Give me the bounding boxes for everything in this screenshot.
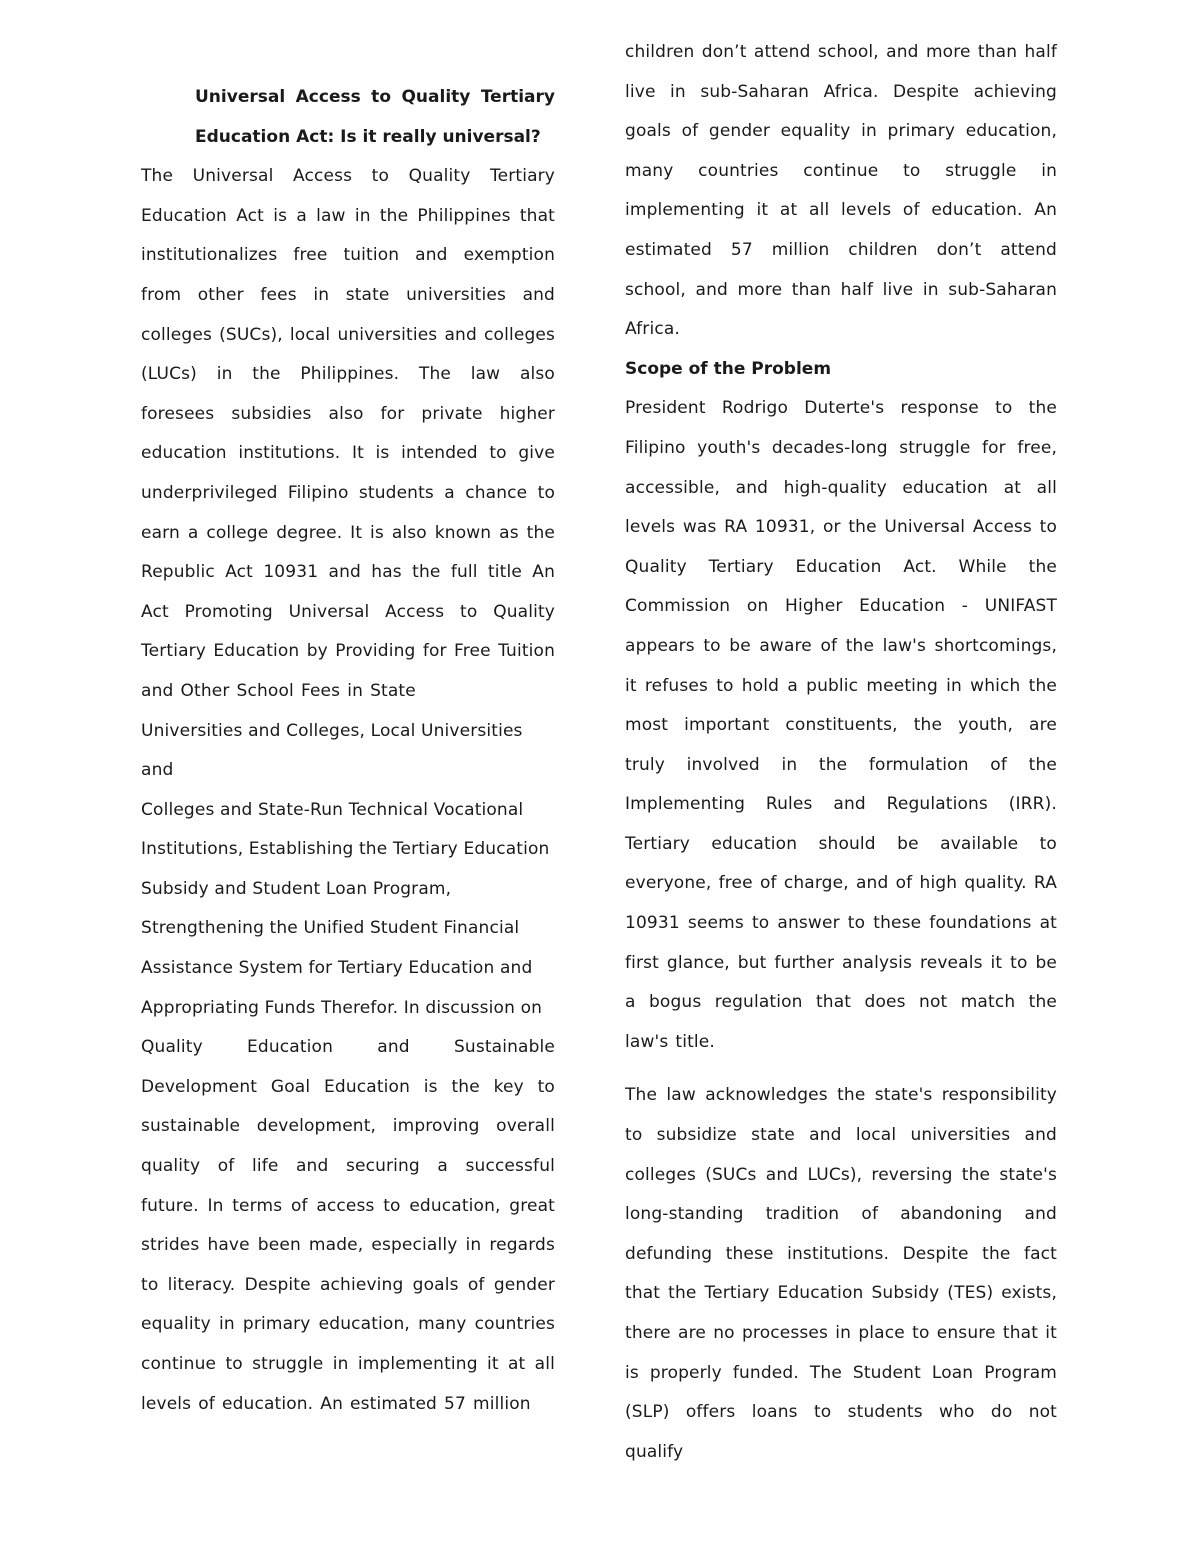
text-line: Subsidy and Student Loan Program, <box>141 878 452 899</box>
intro-paragraph: The Universal Access to Quality Tertiary Education Act is a law in the Philippines that institutionalizes free tuition and exemption from other fees in state universities and colleges (SUCs), local universities and colleges (LUCs) in the Philippines. The law also foresees subsidies also for private higher education institutions. It is intended to give underprivileged Filipino students a chance to earn a college degree. It is also known as the Republic Act 10931 and has the full title An Act Promoting Universal Access to Quality Tertiary Education by Providing for Free Tuition and Other School Fees in State <box>141 166 555 701</box>
text-line: Institutions, Establishing the Tertiary Education <box>141 839 550 860</box>
full-title-lines <box>141 712 555 1029</box>
scope-paragraph: President Rodrigo Duterte's response to the Filipino youth's decades-long struggle for free, accessible, and high-quality education at all levels was RA 10931, or the Universal Access to Quality Tertiary Education Act. While the Commission on Higher Education - UNIFAST appears to be aware of the law's shortcomings, it refuses to hold a public meeting in which the most important constituents, the youth, are truly involved in the formulation of the Implementing Rules and Regulations (IRR). Tertiary education should be available to everyone, free of charge, and of high quality. RA 10931 seems to answer to these foundations at first glance, but further analysis reveals it to be a bogus regulation that does not match the law's title. <box>625 398 1057 1052</box>
right-column <box>625 33 1057 1472</box>
document-title <box>195 78 555 157</box>
text-line: Assistance System for Tertiary Education and <box>141 958 533 979</box>
text-line: Appropriating Funds Therefor. In discussion on <box>141 997 543 1018</box>
left-column <box>141 78 555 1424</box>
title-line-1: Universal Access to Quality Tertiary <box>195 87 555 107</box>
text-line: Universities and Colleges, Local Universities and <box>141 720 523 781</box>
text-line: Colleges and State-Run Technical Vocational <box>141 799 524 820</box>
text-line: Strengthening the Unified Student Financial <box>141 918 520 939</box>
education-paragraph: Quality Education and Sustainable Development Goal Education is the key to sustainable development, improving overall quality of life and securing a successful future. In terms of access to education, great strides have been made, especially in regards to literacy. Despite achieving goals of gender equality in primary education, many countries continue to struggle in implementing it at all levels of education. An estimated 57 million <box>141 1037 555 1414</box>
law-paragraph: The law acknowledges the state's responsibility to subsidize state and local universities and colleges (SUCs and LUCs), reversing the state's long-standing tradition of abandoning and defunding these institutions. Despite the fact that the Tertiary Education Subsidy (TES) exists, there are no processes in place to ensure that it is properly funded. The Student Loan Program (SLP) offers loans to students who do not qualify <box>625 1085 1057 1462</box>
title-line-2: Education Act: Is it really universal? <box>195 126 541 147</box>
section-heading: Scope of the Problem <box>625 358 832 379</box>
continued-paragraph: children don’t attend school, and more than half live in sub-Saharan Africa. Despite achieving goals of gender equality in primary education, many countries continue to struggle in implementing it at all levels of education. An estimated 57 million children don’t attend school, and more than half live in sub-Saharan Africa. <box>625 42 1057 340</box>
